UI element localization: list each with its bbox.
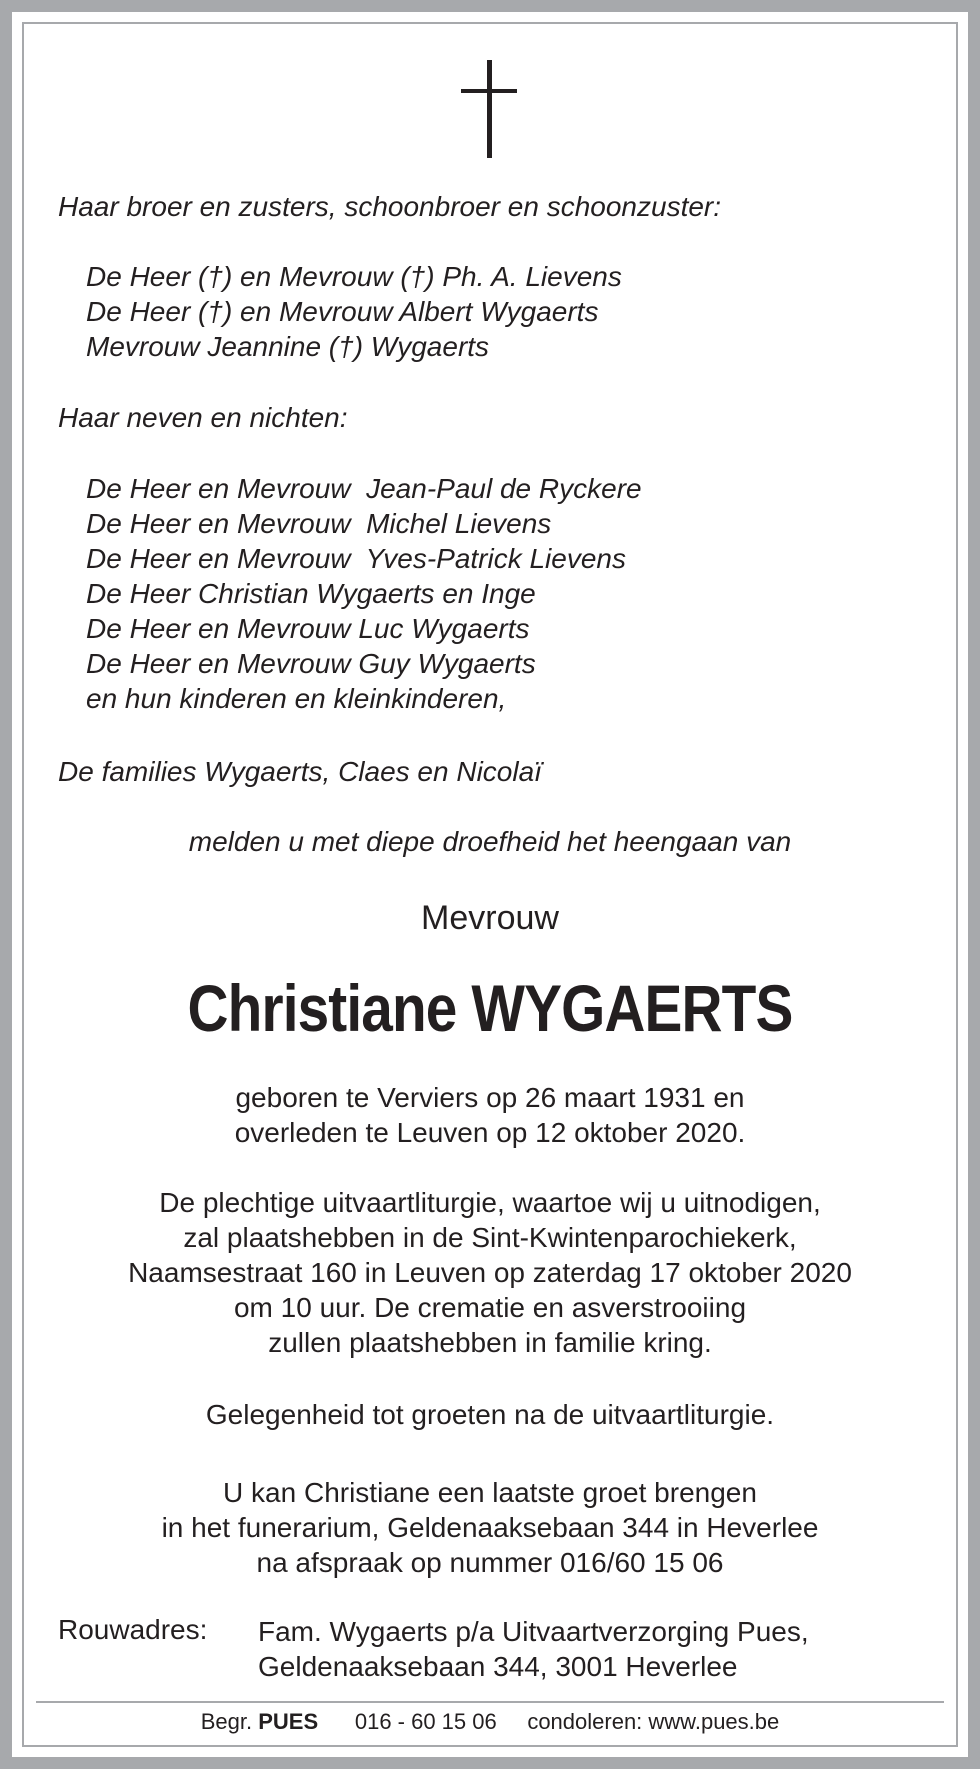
address-line: Fam. Wygaerts p/a Uitvaartverzorging Pues, — [258, 1616, 809, 1647]
cross-icon — [461, 60, 517, 160]
intro-siblings: Haar broer en zusters, schoonbroer en schoonzuster: — [58, 191, 722, 222]
visit-line: in het funerarium, Geldenaaksebaan 344 in Heverlee — [161, 1512, 819, 1543]
announcement-line: melden u met diepe droefheid het heengaan van — [188, 826, 792, 857]
list-item: De Heer en Mevrouw Luc Wygaerts — [86, 613, 530, 644]
footer-prefix: Begr. — [200, 1709, 259, 1734]
death-line: overleden te Leuven op 12 oktober 2020. — [234, 1117, 746, 1148]
ceremony-line: zullen plaatshebben in familie kring. — [268, 1327, 712, 1358]
birth-death-block — [0, 1080, 980, 1150]
birth-line: geboren te Verviers op 26 maart 1931 en — [235, 1082, 745, 1113]
visit-line: U kan Christiane een laatste groet brengen — [223, 1477, 757, 1508]
families-line: De families Wygaerts, Claes en Nicolaï — [58, 756, 542, 787]
address-line: Geldenaaksebaan 344, 3001 Heverlee — [258, 1651, 738, 1682]
list-item: De Heer (†) en Mevrouw Albert Wygaerts — [86, 296, 599, 327]
visit-line: na afspraak op nummer 016/60 15 06 — [256, 1547, 724, 1578]
siblings-list — [86, 259, 622, 364]
list-item: De Heer Christian Wygaerts en Inge — [86, 578, 536, 609]
list-item: Mevrouw Jeannine (†) Wygaerts — [86, 331, 490, 362]
ceremony-block — [0, 1185, 980, 1360]
deceased-name: Christiane WYGAERTS — [187, 971, 793, 1045]
list-item: en hun kinderen en kleinkinderen, — [86, 683, 507, 714]
footer-divider — [36, 1701, 944, 1703]
footer-condolences: condoleren: www.pues.be — [527, 1709, 780, 1734]
mourning-address-label: Rouwadres: — [58, 1614, 208, 1645]
greeting-line: Gelegenheid tot groeten na de uitvaartliturgie. — [205, 1399, 775, 1430]
mourning-address — [258, 1614, 809, 1684]
list-item: De Heer en Mevrouw Guy Wygaerts — [86, 648, 536, 679]
list-item: De Heer en Mevrouw Michel Lievens — [86, 508, 552, 539]
list-item: De Heer en Mevrouw Yves-Patrick Lievens — [86, 543, 626, 574]
footer-phone: 016 - 60 15 06 — [354, 1709, 497, 1734]
visit-block — [0, 1475, 980, 1580]
ceremony-line: om 10 uur. De crematie en asverstrooiing — [233, 1292, 747, 1323]
ceremony-line: Naamsestraat 160 in Leuven op zaterdag 17 oktober 2020 — [128, 1257, 852, 1288]
footer-company: PUES — [258, 1709, 319, 1734]
cousins-list — [86, 471, 642, 716]
list-item: De Heer en Mevrouw Jean-Paul de Ryckere — [86, 473, 642, 504]
ceremony-line: De plechtige uitvaartliturgie, waartoe wij u uitnodigen, — [159, 1187, 821, 1218]
list-item: De Heer (†) en Mevrouw (†) Ph. A. Lievens — [86, 261, 622, 292]
footer — [0, 1709, 980, 1735]
salutation: Mevrouw — [421, 899, 559, 937]
intro-cousins: Haar neven en nichten: — [58, 402, 348, 433]
ceremony-line: zal plaatshebben in de Sint-Kwintenparochiekerk, — [183, 1222, 797, 1253]
